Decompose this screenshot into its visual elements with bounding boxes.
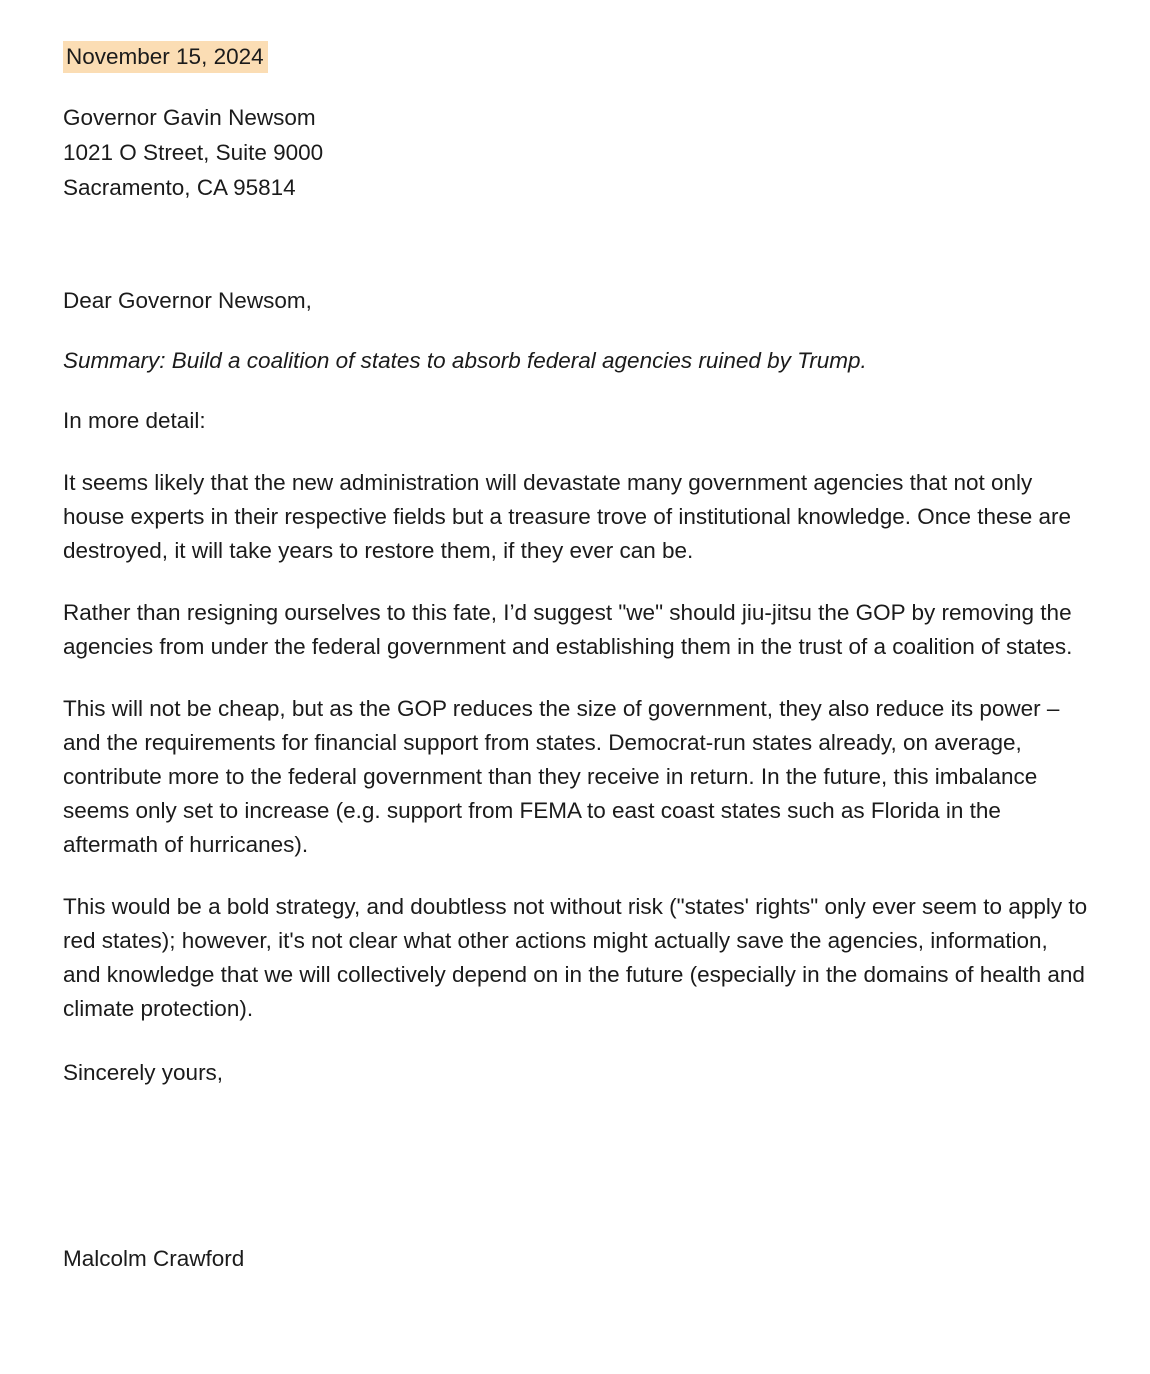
- letter-date-line: [63, 40, 1091, 74]
- body-paragraph-4: This would be a bold strategy, and doubtless not without risk ("states' rights" only ever seem to apply to red states); however, it's not clear what other actions might actually save the agencies, information, and knowledge that we will collectively depend on in the future (especially in the domains of health and climate protection).: [63, 894, 1088, 1021]
- recipient-street: 1021 O Street, Suite 9000: [63, 140, 324, 165]
- letter-body: [63, 40, 1091, 1276]
- lead-in-line: In more detail:: [63, 408, 206, 433]
- salutation: Dear Governor Newsom,: [63, 288, 312, 313]
- signature-name: Malcolm Crawford: [63, 1246, 245, 1271]
- body-paragraph-3: This will not be cheap, but as the GOP reduces the size of government, they also reduce its power – and the requirements for financial support from states. Democrat-run states already, on average, contribute more to the federal government than they receive in return. In the future, this imbalance seems only set to increase (e.g. support from FEMA to east coast states such as Florida in the aftermath of hurricanes).: [63, 696, 1060, 857]
- recipient-city-state-zip: Sacramento, CA 95814: [63, 175, 296, 200]
- recipient-name: Governor Gavin Newsom: [63, 105, 316, 130]
- recipient-address-block: [63, 100, 1091, 205]
- letter-date: November 15, 2024: [63, 41, 268, 73]
- signature-space: [63, 1090, 1091, 1242]
- summary-line: Summary: Build a coalition of states to absorb federal agencies ruined by Trump.: [63, 348, 867, 373]
- closing-line: Sincerely yours,: [63, 1060, 224, 1085]
- body-paragraph-2: Rather than resigning ourselves to this fate, I’d suggest "we" should jiu-jitsu the GOP by removing the agencies from under the federal government and establishing them in the trust of a coalition of states.: [63, 600, 1073, 659]
- body-paragraph-1: It seems likely that the new administration will devastate many government agencies that not only house experts in their respective fields but a treasure trove of institutional knowledge. Once these are destroyed, it will take years to restore them, if they ever can be.: [63, 470, 1072, 563]
